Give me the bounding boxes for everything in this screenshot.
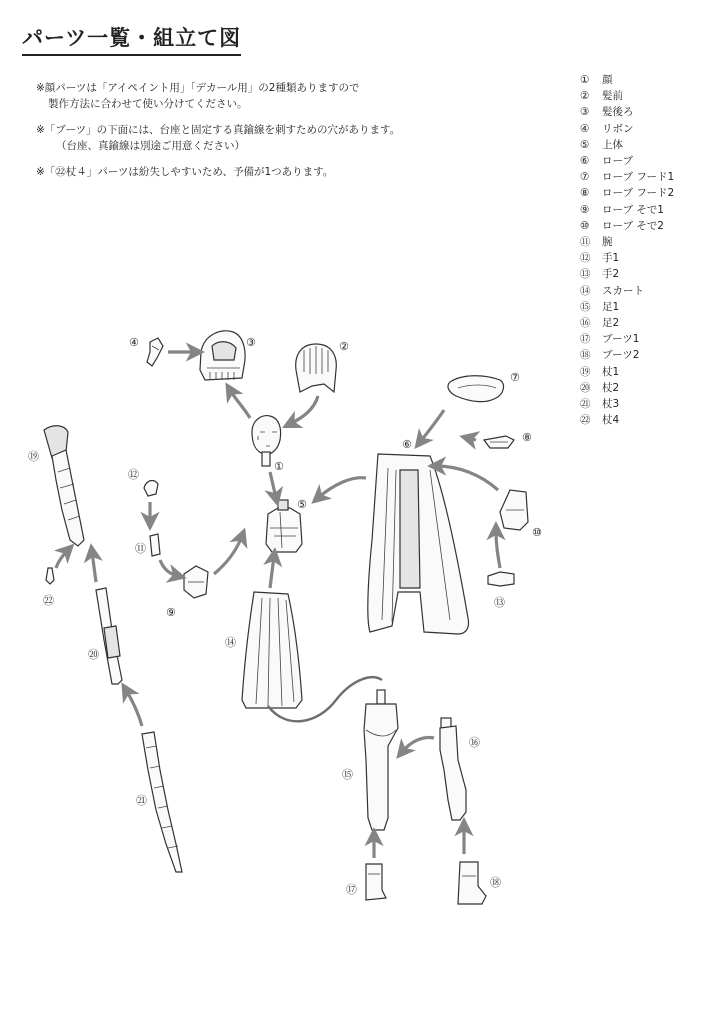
arm-part [150, 534, 160, 556]
skirt-part [242, 592, 302, 708]
label-hood1: ⑦ [510, 371, 520, 384]
legend-name: 手1 [602, 252, 620, 265]
sleeve2-part [500, 490, 528, 530]
legend-name: 顔 [602, 74, 613, 86]
legend-number: ③ [580, 106, 590, 119]
ribbon-part [147, 338, 163, 366]
arrow-sleeve2-to-robe [436, 466, 498, 490]
label-staff4: ㉒ [43, 594, 54, 607]
label-leg2: ⑯ [469, 736, 480, 749]
label-ribbon: ④ [129, 336, 139, 349]
legend-number: ⑪ [580, 236, 591, 249]
legend-name: 腕 [602, 236, 613, 249]
staff1-part [44, 426, 84, 546]
arrow-staff4-to-staff1 [56, 550, 68, 568]
legend-name: ローブ フード1 [602, 171, 675, 184]
legend-number: ⑧ [580, 187, 590, 200]
label-arm: ⑪ [135, 542, 146, 555]
boot1-part [366, 864, 386, 900]
legend-name: 杖2 [602, 381, 620, 394]
legend-name: 髪後ろ [602, 106, 634, 119]
legend-number: ㉑ [580, 398, 591, 411]
legend-number: ⑯ [580, 317, 591, 330]
legend-number: ⑦ [580, 171, 590, 184]
legend-name: スカート [602, 284, 644, 297]
leg2-part [440, 718, 466, 820]
legend-number: ⑱ [580, 349, 591, 362]
label-hair-back: ③ [246, 336, 256, 349]
legend-name: ローブ そで1 [602, 203, 664, 216]
legend-number: ⑫ [580, 252, 591, 265]
note-text: ※顔パーツは「アイペイント用」「デカール用」の2種類ありますので [36, 82, 360, 94]
staff4-part [46, 568, 54, 584]
legend-name: ローブ フード2 [602, 187, 675, 200]
hood1-part [448, 376, 503, 402]
label-staff2: ⑳ [88, 648, 99, 661]
legend-number: ⑩ [580, 219, 590, 232]
legend-number: ⑮ [580, 300, 591, 313]
label-hand1: ⑫ [128, 468, 139, 481]
legend-name: ローブ そで2 [602, 219, 664, 232]
legend-number: ⑨ [580, 203, 590, 216]
legend-name: ブーツ2 [602, 349, 640, 362]
label-boot1: ⑰ [346, 883, 357, 896]
legend-number: ② [580, 90, 590, 103]
arrow-skirt-to-torso [270, 556, 274, 588]
hand1-part [144, 481, 158, 496]
leg1-part [364, 690, 398, 830]
legend-number: ⑭ [580, 284, 591, 297]
legend-name: 髪前 [602, 90, 623, 103]
arrow-staff3-to-staff2 [126, 690, 142, 726]
label-face: ① [274, 460, 284, 473]
arrow-hand2-to-sleeve2 [496, 530, 500, 568]
hair-front-part [296, 344, 337, 392]
arrow-hair-front-to-face [290, 396, 318, 424]
arrow-hood-to-robe [420, 410, 444, 442]
staff3-part [142, 732, 182, 872]
legend-name: 杖3 [602, 398, 620, 411]
legend-number: ⑬ [580, 268, 591, 281]
label-hand2: ⑬ [494, 596, 505, 609]
sleeve1-part [184, 566, 208, 598]
robe-part [368, 454, 469, 634]
label-torso: ⑤ [297, 498, 307, 511]
legend-number: ④ [580, 122, 590, 135]
arrow-face-to-torso [270, 472, 276, 498]
hood2-part [484, 436, 514, 448]
page-title: パーツ一覧・組立て図 [22, 22, 241, 56]
arrow-leg2-to-leg1 [402, 738, 434, 752]
label-sleeve2: ⑩ [532, 526, 542, 539]
legend-number: ⑰ [580, 333, 591, 346]
face-part [252, 416, 281, 466]
arrow-hair-back-to-face [230, 390, 250, 418]
label-robe: ⑥ [402, 438, 412, 451]
note-text: ※「㉒杖４」パーツは紛失しやすいため、予備が1つあります。 [36, 166, 334, 178]
legend-number: ⑲ [580, 365, 591, 378]
legend-number: ⑥ [580, 155, 590, 168]
label-boot2: ⑱ [490, 876, 501, 889]
hair-back-part [200, 331, 245, 380]
legend-number: ① [580, 74, 590, 86]
label-sleeve1: ⑨ [166, 606, 176, 619]
hand2-part [488, 572, 514, 586]
legend-number: ⑤ [580, 138, 590, 151]
legend-name: 足2 [602, 317, 620, 330]
note-text: ※「ブーツ」の下面には、台座と固定する真鍮線を刺すための穴があります。 [36, 124, 401, 136]
legend-name: ブーツ1 [602, 333, 640, 346]
boot2-part [458, 862, 486, 904]
label-staff3: ㉑ [136, 794, 147, 807]
label-skirt: ⑭ [225, 636, 236, 649]
legend-name: 杖1 [602, 365, 620, 378]
label-staff1: ⑲ [28, 450, 39, 463]
legend-number: ㉒ [580, 414, 591, 427]
note-text: 製作方法に合わせて使い分けてください。 [48, 98, 248, 110]
legend-name: ローブ [602, 155, 633, 168]
arrow-robe-to-torso [318, 478, 366, 498]
legend-name: 手2 [602, 268, 620, 281]
arrow-sleeve1-to-torso [214, 536, 242, 574]
legend-name: 上体 [602, 138, 623, 151]
arrow-hood2-to-hood [468, 438, 476, 440]
arrow-staff2-to-staff1 [92, 552, 96, 582]
label-leg1: ⑮ [342, 768, 353, 781]
note-text: （台座、真鍮線は別途ご用意ください） [56, 140, 245, 152]
arrow-arm-to-sleeve1 [160, 560, 178, 576]
legend-name: 足1 [602, 300, 620, 313]
legend-number: ⑳ [580, 381, 591, 394]
label-hood2: ⑧ [522, 431, 532, 444]
staff2-part [96, 588, 122, 684]
legend-name: 杖4 [602, 414, 620, 427]
legend-name: リボン [602, 122, 634, 135]
label-hair-front: ② [339, 340, 349, 353]
